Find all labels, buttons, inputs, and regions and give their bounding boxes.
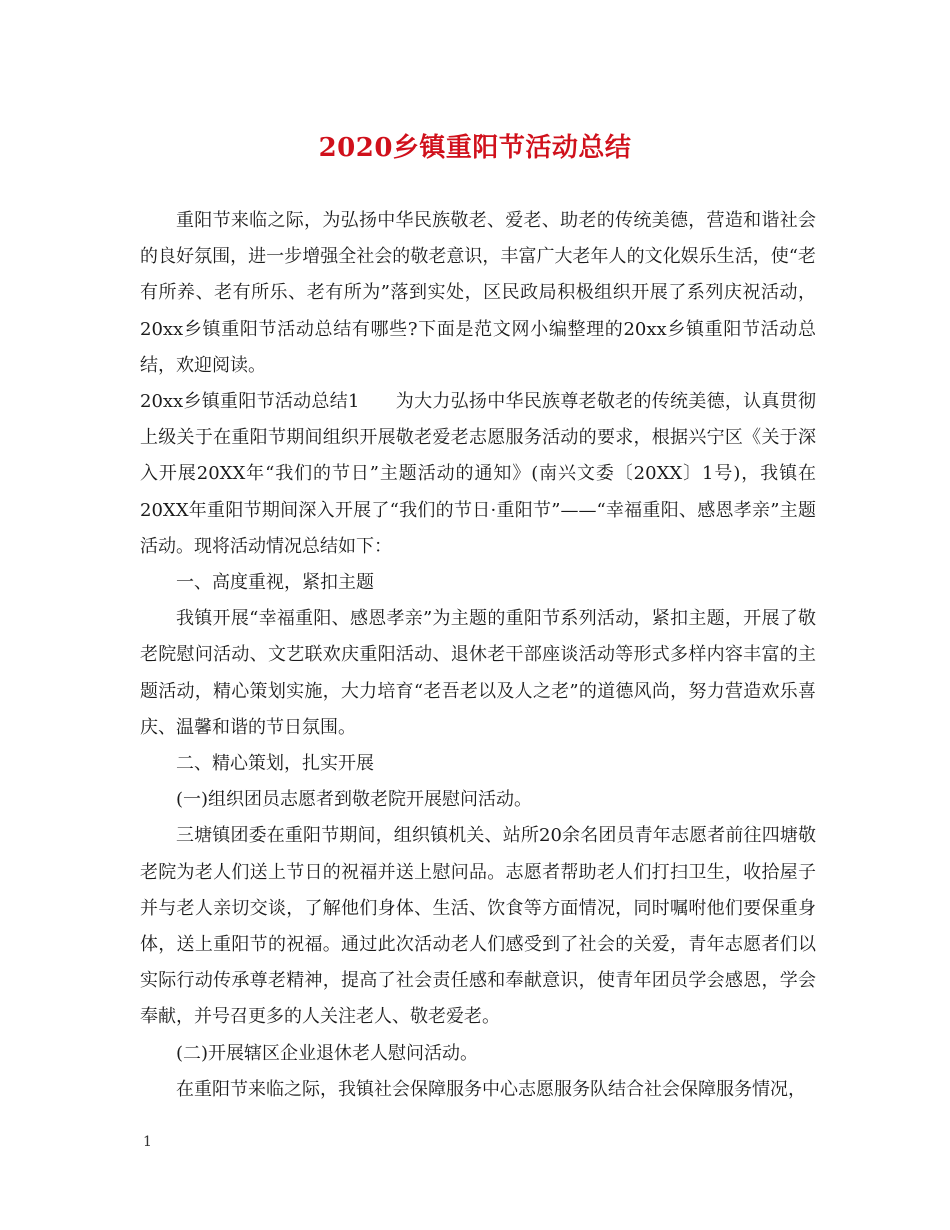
document-title: 2020乡镇重阳节活动总结	[318, 133, 632, 163]
paragraph-1: 我镇开展“幸福重阳、感恩孝亲”为主题的重阳节系列活动，紧扣主题，开展了敬老院慰问活动、文艺联欢庆重阳活动、退休老干部座谈活动等形式多样内容丰富的主题活动，精心策划实施，大力培育“老吾老以及人之老”的道德风尚，努力营造欢乐喜庆、温馨和谐的节日氛围。	[140, 608, 816, 738]
subheading-1: (一)组织团员志愿者到敬老院开展慰问活动。	[176, 789, 533, 811]
subheading-2: (二)开展辖区企业退休老人慰问活动。	[176, 1042, 479, 1064]
section-1-paragraph	[140, 384, 816, 565]
document-body	[140, 203, 816, 1108]
paragraph-3: 在重阳节来临之际，我镇社会保障服务中心志愿服务队结合社会保障服务情况，	[176, 1078, 806, 1100]
section-heading: 20xx乡镇重阳节活动总结1	[140, 391, 360, 413]
intro-paragraph: 重阳节来临之际，为弘扬中华民族敬老、爱老、助老的传统美德，营造和谐社会的良好氛围，进一步增强全社会的敬老意识，丰富广大老年人的文化娱乐生活，使“老有所养、老有所乐、老有所为”落到实处，区民政局积极组织开展了系列庆祝活动，20xx乡镇重阳节活动总结有哪些?下面是范文网小编整理的20xx乡镇重阳节活动总结，欢迎阅读。	[140, 210, 816, 376]
paragraph-2: 三塘镇团委在重阳节期间，组织镇机关、站所20余名团员青年志愿者前往四塘敬老院为老人们送上节日的祝福并送上慰问品。志愿者帮助老人们打扫卫生，收拾屋子并与老人亲切交谈，了解他们身体、生活、饮食等方面情况，同时嘱咐他们要保重身体，送上重阳节的祝福。通过此次活动老人们感受到了社会的关爱，青年志愿者们以实际行动传承尊老精神，提高了社会责任感和奉献意识，使青年团员学会感恩，学会奉献，并号召更多的人关注老人、敬老爱老。	[140, 825, 816, 1028]
heading-1: 一、高度重视，紧扣主题	[176, 572, 374, 594]
section-lead: 为大力弘扬中华民族尊老敬老的传统美德，认真贯彻上级关于在重阳节期间组织开展敬老爱老志愿服务活动的要求，根据兴宁区《关于深入开展20XX年“我们的节日”主题活动的通知》(南兴文委〔20XX〕1号)，我镇在20XX年重阳节期间深入开展了“我们的节日·重阳节”——“幸福重阳、感恩孝亲”主题活动。现将活动情况总结如下：	[140, 391, 816, 557]
page-number: 1	[143, 1134, 152, 1150]
heading-2: 二、精心策划，扎实开展	[176, 753, 374, 775]
